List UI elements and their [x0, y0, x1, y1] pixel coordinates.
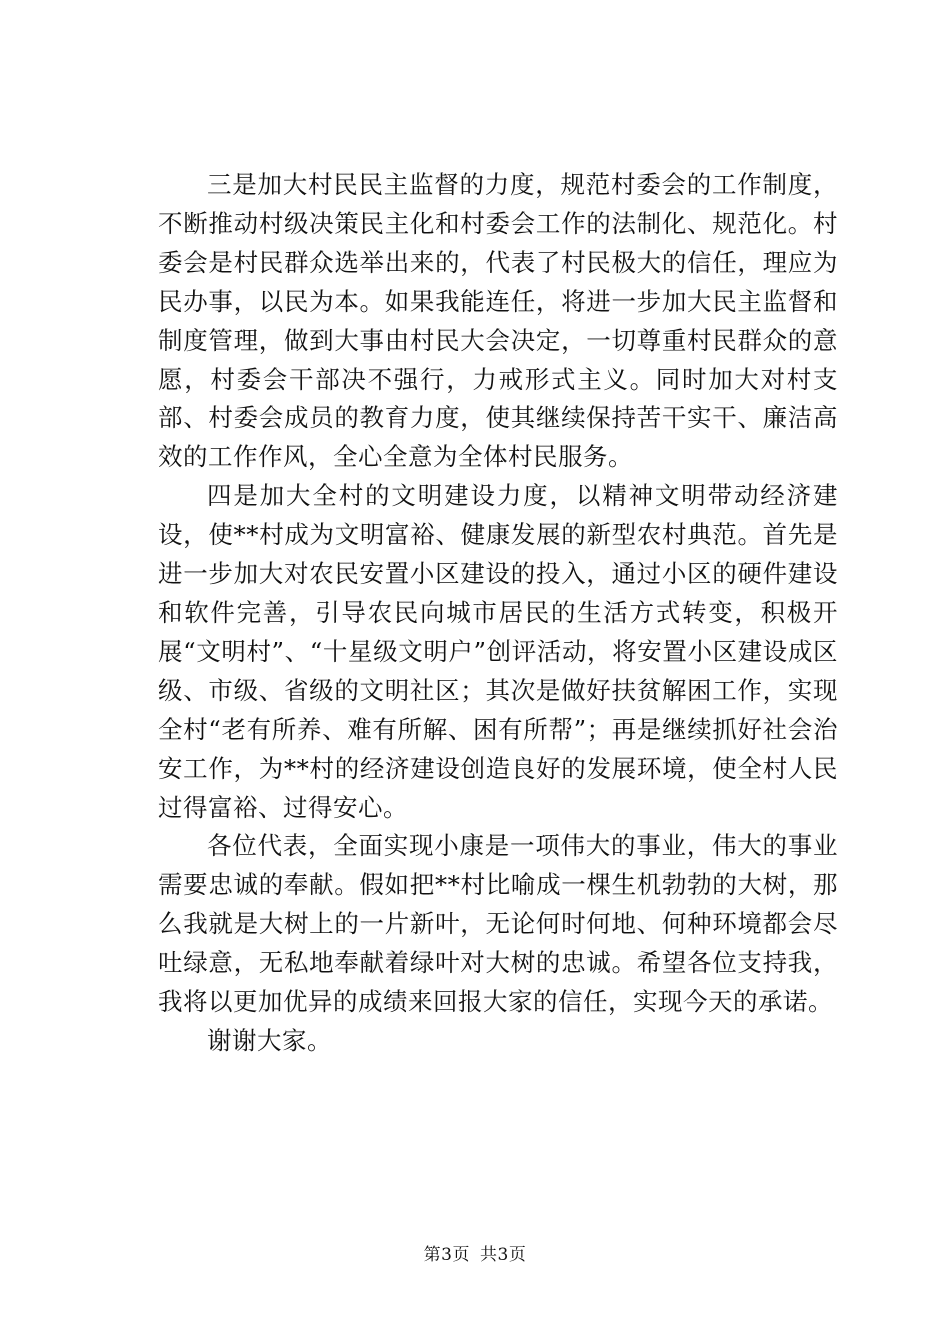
document-body: [158, 166, 838, 1061]
paragraph-closing: 各位代表，全面实现小康是一项伟大的事业，伟大的事业需要忠诚的奉献。假如把**村比喻成一棵生机勃勃的大树，那么我就是大树上的一片新叶，无论何时何地、何种环境都会尽吐绿意，无私地奉献着绿叶对大树的忠诚。希望各位支持我，我将以更加优异的成绩来回报大家的信任，实现今天的承诺。: [158, 831, 838, 1017]
page-total: 共3页: [480, 1245, 527, 1265]
paragraph-thanks: 谢谢大家。: [207, 1025, 332, 1055]
page-footer: [0, 1243, 950, 1267]
page-number: 第3页: [423, 1245, 470, 1265]
paragraph-civilization: 四是加大全村的文明建设力度，以精神文明带动经济建设，使**村成为文明富裕、健康发展的新型农村典范。首先是进一步加大对农民安置小区建设的投入，通过小区的硬件建设和软件完善，引导农民向城市居民的生活方式转变，积极开展“文明村”、“十星级文明户”创评活动，将安置小区建设成区级、市级、省级的文明社区；其次是做好扶贫解困工作，实现全村“老有所养、难有所解、困有所帮”；再是继续抓好社会治安工作，为**村的经济建设创造良好的发展环境，使全村人民过得富裕、过得安心。: [158, 481, 838, 822]
paragraph-supervision: 三是加大村民民主监督的力度，规范村委会的工作制度，不断推动村级决策民主化和村委会工作的法制化、规范化。村委会是村民群众选举出来的，代表了村民极大的信任，理应为民办事，以民为本。如果我能连任，将进一步加大民主监督和制度管理，做到大事由村民大会决定，一切尊重村民群众的意愿，村委会干部决不强行，力戒形式主义。同时加大对村支部、村委会成员的教育力度，使其继续保持苦干实干、廉洁高效的工作作风，全心全意为全体村民服务。: [158, 170, 838, 472]
